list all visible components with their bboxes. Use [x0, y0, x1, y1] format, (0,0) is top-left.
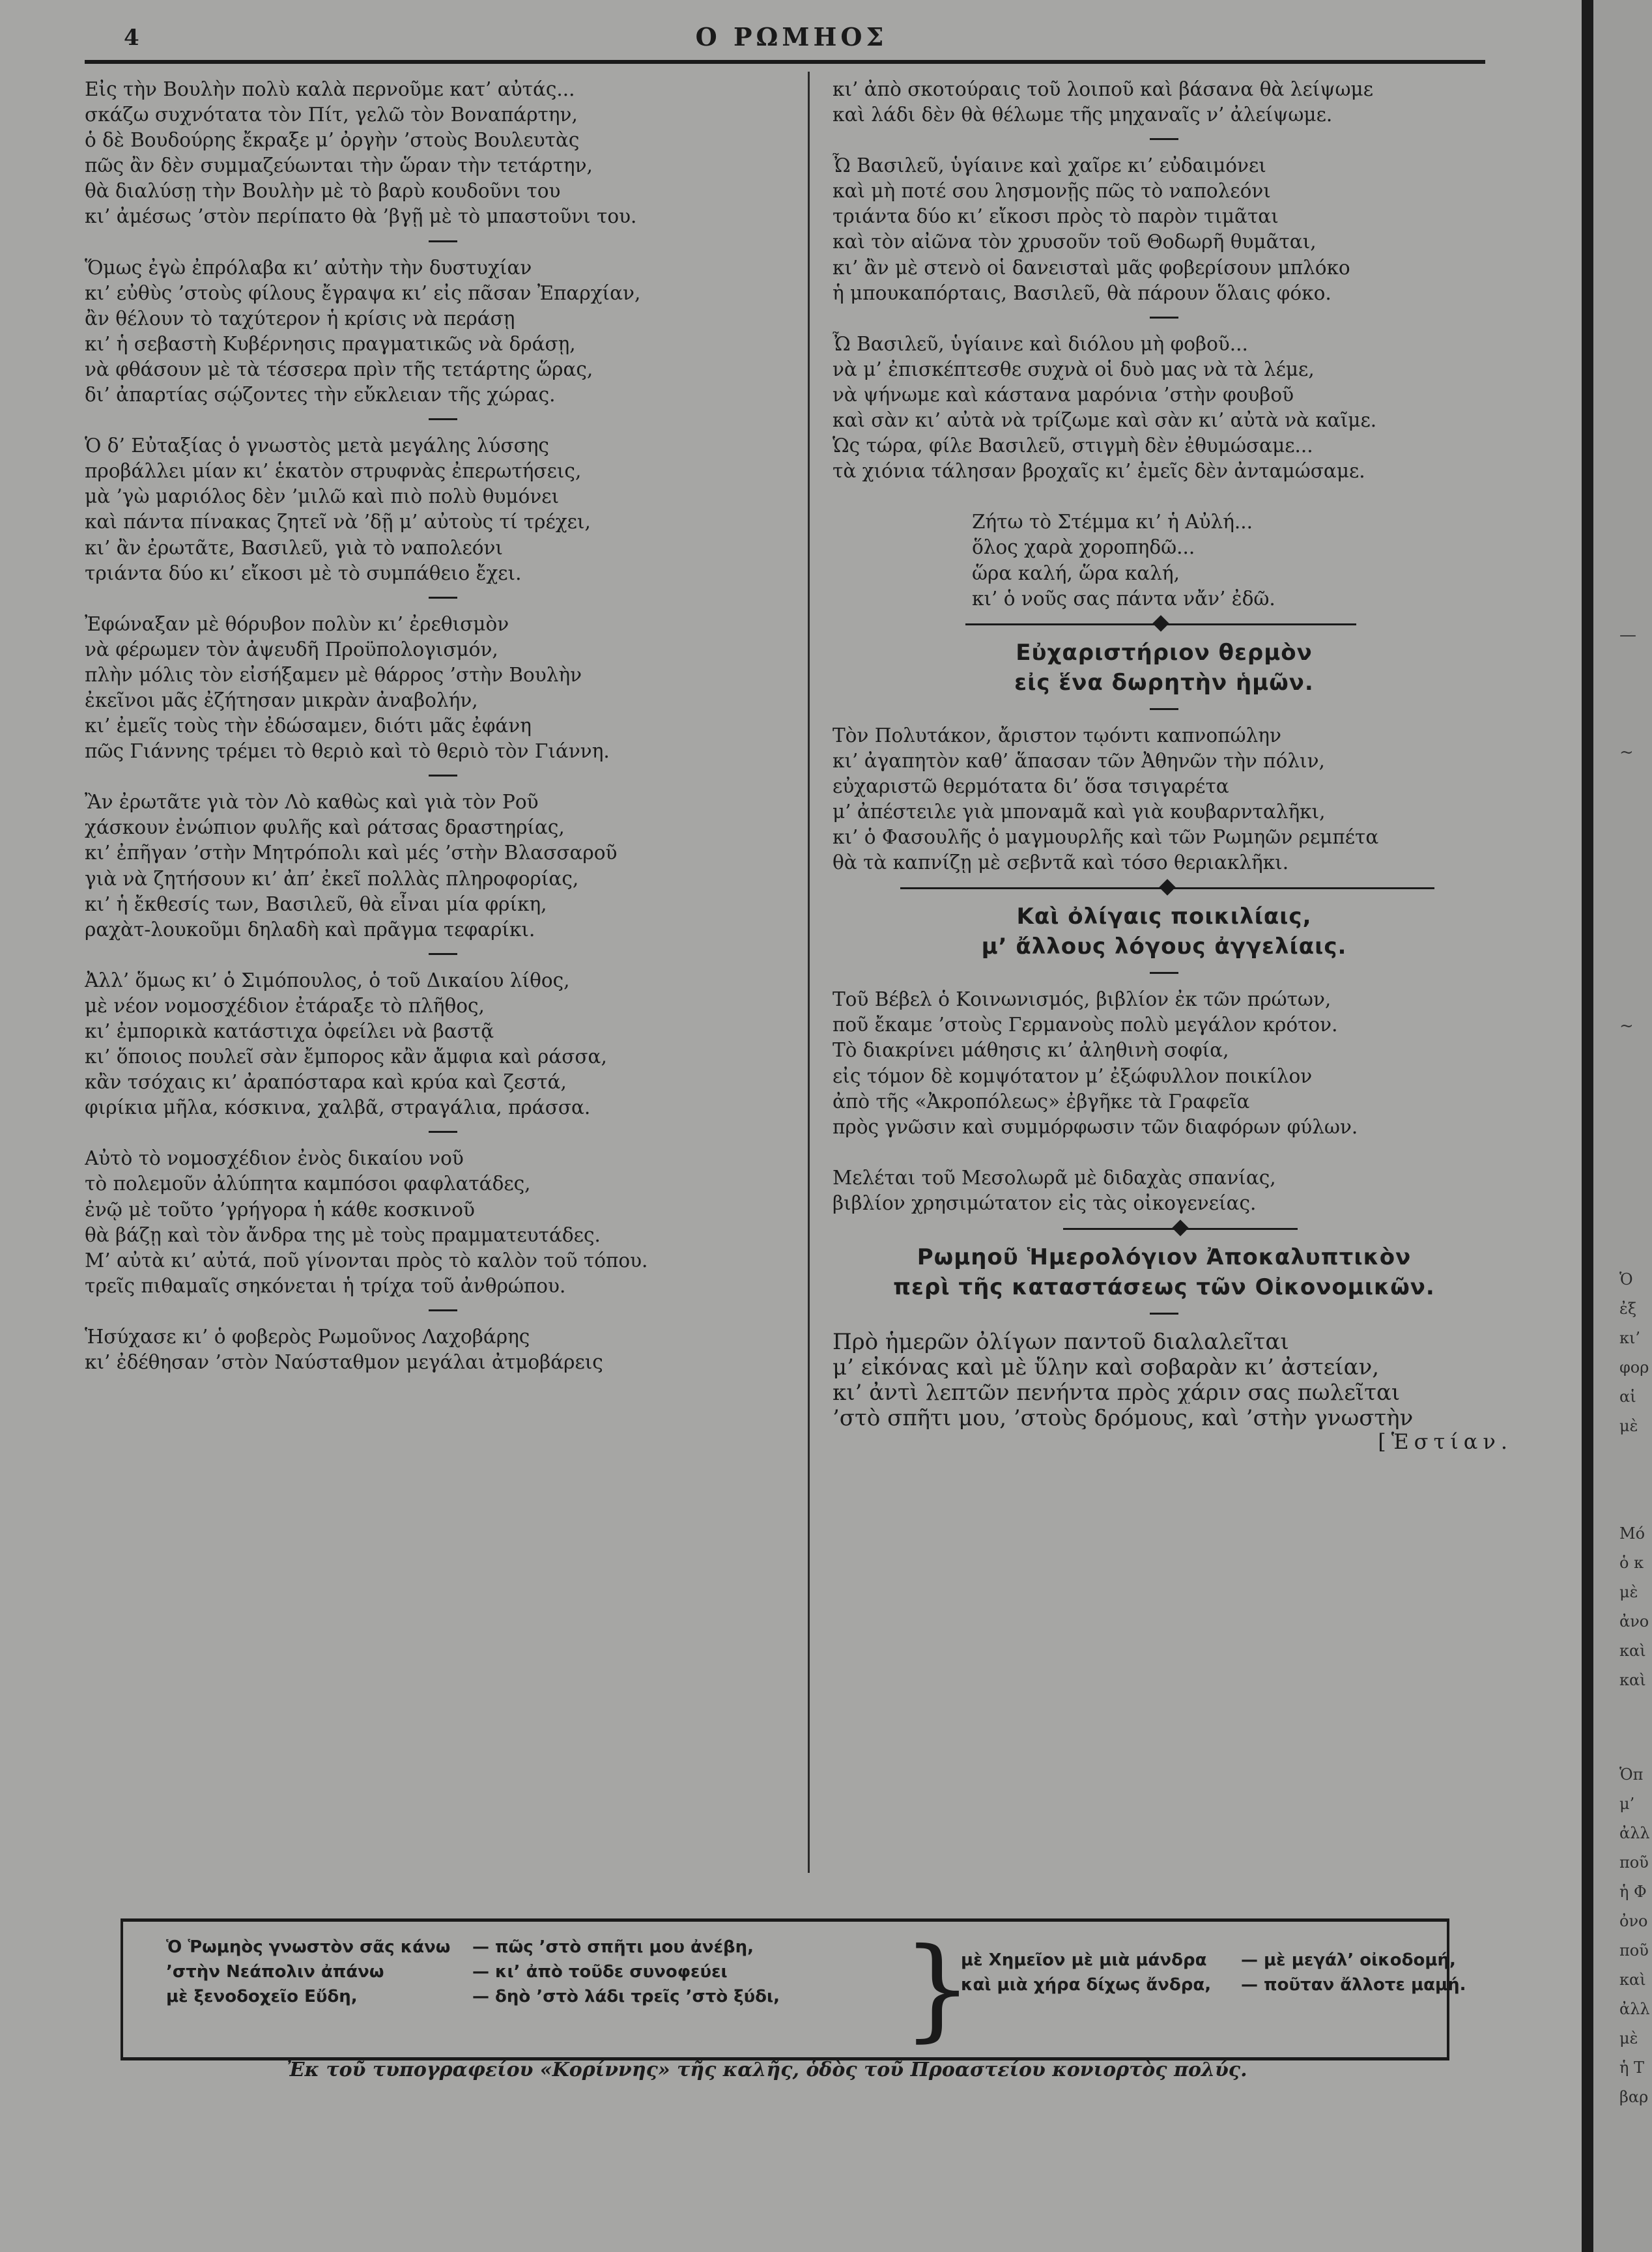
verse-line: κι’ ἀγαπητὸν καθ’ ἅπασαν τῶν Ἀθηνῶν τὴν πόλιν,	[833, 749, 1325, 772]
margin-mark: —	[1619, 625, 1636, 645]
page-header	[85, 20, 1498, 59]
stanza-separator	[1150, 317, 1178, 319]
verse-line: τὰ χιόνια τάλησαν βροχαῖς κι’ ἐμεῖς δὲν ἀνταμώσαμε.	[833, 460, 1365, 483]
verse-line: ἂν θέλουν τὸ ταχύτερον ἡ κρίσις νὰ περάσῃ	[85, 307, 515, 330]
ad-middle-verse	[472, 1935, 780, 2009]
fragment-text: ἀλλ	[1619, 2000, 1650, 2018]
ad-right-verse	[961, 1948, 1211, 1997]
ad-brace-ornament: }	[902, 1924, 973, 2053]
ad-line: — πῶς ’στὸ σπῆτι μου ἀνέβη,	[472, 1937, 754, 1957]
stanza-separator	[429, 775, 457, 777]
adjacent-page-fragment	[1593, 0, 1652, 2252]
verse-line: Ὦ Βασιλεῦ, ὑγίαινε καὶ χαῖρε κι’ εὐδαιμόνει	[833, 154, 1266, 177]
stanza	[85, 433, 801, 586]
header-rule	[85, 60, 1485, 64]
verse-line: τριάντα δύο κι’ εἴκοσι μὲ τὸ συμπάθειο ἔχει.	[85, 562, 522, 584]
verse-line: κι’ εὐθὺς ’στοὺς φίλους ἔγραψα κι’ εἰς πᾶσαν Ἐπαρχίαν,	[85, 281, 641, 304]
verse-line: ἐνῷ μὲ τοῦτο ’γρήγορα ἡ κάθε κοσκινοῦ	[85, 1198, 475, 1221]
fragment-text: καὶ	[1619, 1642, 1646, 1660]
verse-line: σκάζω συχνότατα τὸν Πίτ, γελῶ τὸν Βοναπάρτην,	[85, 104, 578, 126]
verse-line: κι’ ἀμέσως ’στὸν περίπατο θὰ ’βγῇ μὲ τὸ μπαστοῦνι του.	[85, 205, 637, 228]
verse-line: καὶ τὸν αἰῶνα τὸν χρυσοῦν τοῦ Θοδωρῆ θυμᾶται,	[833, 231, 1317, 253]
verse-line: κι’ ὁ νοῦς σας πάντα νἄν’ ἐδῶ.	[972, 587, 1275, 610]
verse-line: τριάντα δύο κι’ εἴκοσι πρὸς τὸ παρὸν τιμᾶται	[833, 205, 1279, 228]
verse-line: κι’ ἂν ἐρωτᾶτε, Βασιλεῦ, γιὰ τὸ ναπολεόνι	[85, 536, 503, 559]
page-number: 4	[124, 25, 139, 51]
ad-line: — ποῦταν ἄλλοτε μαμή.	[1241, 1975, 1466, 1995]
verse-line: κι’ ἂν μὲ στενὸ οἱ δανεισταὶ μᾶς φοβερίσουν μπλόκο	[833, 256, 1350, 279]
spacer	[816, 1140, 1513, 1165]
verse-line: νὰ μ’ ἐπισκέπτεσθε συχνὰ οἱ δυὸ μας νὰ τὰ λέμε,	[833, 358, 1315, 380]
verse-line: μὰ ’γὼ μαριόλος δὲν ’μιλῶ καὶ πιὸ πολὺ θυμόνει	[85, 485, 560, 508]
fragment-text: καὶ	[1619, 1971, 1646, 1989]
verse-line: καὶ σὰν κι’ αὐτὰ νὰ τρίζωμε καὶ σὰν κι’ αὐτὰ νὰ καῖμε.	[833, 409, 1377, 432]
verse-line: ἡ μπουκαπόρταις, Βασιλεῦ, θὰ πάρουν ὅλαις φόκο.	[833, 281, 1332, 304]
verse-line: θὰ διαλύσῃ τὴν Βουλὴν μὲ τὸ βαρὺ κουδοῦνι του	[85, 180, 561, 203]
verse-line: Εἰς τὴν Βουλὴν πολὺ καλὰ περνοῦμε κατ’ αὐτάς...	[85, 78, 575, 100]
fragment-text: ἐξ	[1619, 1300, 1637, 1318]
verse-line: γιὰ νὰ ζητήσουν κι’ ἀπ’ ἐκεῖ πολλὰς πληροφορίας,	[85, 867, 579, 890]
fragment-text: Ὁ	[1619, 1270, 1633, 1289]
ornamental-rule	[816, 876, 1513, 902]
page-gutter	[1582, 0, 1593, 2252]
verse-line: Ὦ Βασιλεῦ, ὑγίαινε καὶ διόλου μὴ φοβοῦ...	[833, 332, 1248, 355]
fragment-text: ἡ Φ	[1619, 1883, 1647, 1901]
stanza	[85, 77, 801, 230]
stanza-separator	[429, 1309, 457, 1311]
verse-line: τὸ πολεμοῦν ἀλύπητα καμπόσοι φαφλατάδες,	[85, 1173, 531, 1195]
verse-line: εἰς τόμον δὲ κομψότατον μ’ ἐξώφυλλον ποικίλον	[833, 1064, 1313, 1087]
footer-advertisement	[121, 1918, 1466, 2060]
rule-ornament	[1172, 1219, 1188, 1236]
fragment-text: ποῦ	[1619, 1941, 1649, 1960]
stanza	[85, 255, 801, 408]
stanza-separator	[429, 1131, 457, 1133]
fragment-text: φορ	[1619, 1358, 1649, 1376]
verse-line: ὅλος χαρὰ χοροπηδῶ...	[972, 536, 1195, 559]
fragment-text: ὁ κ	[1619, 1554, 1644, 1572]
verse-line: κἂν τσόχαις κι’ ἀραπόσταρα καὶ κρύα καὶ ζεστά,	[85, 1071, 567, 1094]
fragment-text: Μό	[1619, 1524, 1645, 1543]
fragment-text: ποῦ	[1619, 1853, 1649, 1872]
fragment-text: αἱ	[1619, 1388, 1636, 1406]
margin-mark: ~	[1619, 743, 1634, 762]
verse-line: εὐχαριστῶ θερμότατα δι’ ὅσα τσιγαρέτα	[833, 775, 1229, 797]
rule-ornament	[1159, 879, 1175, 896]
verse-line: προβάλλει μίαν κι’ ἑκατὸν στρυφνὰς ἐπερωτήσεις,	[85, 460, 582, 483]
verse-line: ἐκεῖνοι μᾶς ἐζήτησαν μικρὰν ἀναβολήν,	[85, 689, 478, 711]
verse-line: κι’ ἀπὸ σκοτούραις τοῦ λοιποῦ καὶ βάσανα θὰ λείψωμε	[833, 78, 1373, 100]
verse-line: Ὡς τώρα, φίλε Βασιλεῦ, στιγμὴ δὲν ἐθυμώσαμε...	[833, 435, 1313, 457]
verse-line: θὰ βάζῃ καὶ τὸν ἄνδρα της μὲ τοὺς πραμματευτάδες.	[85, 1223, 601, 1246]
verse-line: Τὸ διακρίνει μάθησις κι’ ἀληθινὴ σοφία,	[833, 1039, 1229, 1062]
printer-imprint: Ἐκ τοῦ τυπογραφείου «Κορίννης» τῆς καλῆς, ὁδὸς τοῦ Προαστείου κονιορτὸς πολύς.	[287, 2059, 1247, 2081]
verse-line: ὁ δὲ Βουδούρης ἔκραξε μ’ ὀργὴν ’στοὺς Βουλευτὰς	[85, 129, 580, 152]
verse-line: καὶ λάδι δὲν θὰ θέλωμε τῆς μηχαναῖς ν’ ἀλείψωμε.	[833, 104, 1333, 126]
stanza	[85, 790, 801, 943]
verse-line: κι’ ἐμπορικὰ κατάστιχα ὀφείλει νὰ βαστᾷ	[85, 1020, 494, 1042]
fragment-text: βαρ	[1619, 2088, 1649, 2106]
section-title: Καὶ ὀλίγαις ποικιλίαις,	[1016, 904, 1312, 930]
column-divider	[808, 72, 810, 1873]
stanza	[85, 612, 801, 765]
left-column	[85, 77, 801, 1375]
ad-line: — δηὸ ’στὸ λάδι τρεῖς ’στὸ ξύδι,	[472, 1987, 780, 2006]
section-title: Ρωμηοῦ Ἡμερολόγιον Ἀποκαλυπτικὸν	[917, 1244, 1412, 1270]
spacer	[816, 484, 1513, 509]
ad-line: καὶ μιὰ χήρα δίχως ἄνδρα,	[961, 1975, 1212, 1995]
ornamental-rule	[816, 1216, 1513, 1242]
fragment-text: μὲ	[1619, 1417, 1638, 1435]
verse-line: μὲ νέον νομοσχέδιον ἐτάραξε τὸ πλῆθος,	[85, 994, 485, 1017]
verse-line: κι’ ἡ ἔκθεσίς των, Βασιλεῦ, θὰ εἶναι μία φρίκη,	[85, 892, 547, 915]
verse-line: νὰ φθάσουν μὲ τὰ τέσσερα πρὶν τῆς τετάρτης ὥρας,	[85, 358, 593, 380]
verse-line: πῶς ἂν δὲν συμμαζεύωνται τὴν ὥραν τὴν τετάρτην,	[85, 154, 593, 177]
rule-ornament	[1152, 615, 1169, 631]
verse-line: κι’ ἡ σεβαστὴ Κυβέρνησις πραγματικῶς νὰ δράσῃ,	[85, 332, 576, 355]
verse-line: Ἐφώναξαν μὲ θόρυβον πολὺν κι’ ἐρεθισμὸν	[85, 612, 509, 635]
verse-line: κι’ ἐπῆγαν ’στὴν Μητρόπολι καὶ μές ’στὴν Βλασσαροῦ	[85, 842, 618, 864]
stanza-separator	[429, 240, 457, 242]
fragment-text: Ὁπ	[1619, 1765, 1644, 1784]
verse-line: χάσκουν ἐνώπιον φυλῆς καὶ ράτσας δραστηρίας,	[85, 816, 565, 839]
ad-right-rhymes	[1241, 1948, 1466, 1997]
stanza-separator	[1150, 1313, 1178, 1315]
fragment-text: ἡ Τ	[1619, 2059, 1645, 2077]
ad-left-verse	[166, 1935, 450, 2009]
verse-line: κι’ ὁ Φασουλῆς ὁ μαγμουρλῆς καὶ τῶν Ρωμηῶν ρεμπέτα	[833, 826, 1379, 849]
stanza-separator	[1150, 708, 1178, 710]
verse-line: Αὐτὸ τὸ νομοσχέδιον ἐνὸς δικαίου νοῦ	[85, 1147, 464, 1170]
verse-line: κι’ ἐμεῖς τοὺς τὴν ἐδώσαμεν, διότι μᾶς ἐφάνη	[85, 715, 532, 737]
verse-line: βιβλίον χρησιμώτατον εἰς τὰς οἰκογενείας.	[833, 1191, 1257, 1214]
verse-line: κι’ ὅποιος πουλεῖ σὰν ἔμπορος κἂν ἄμφια καὶ ράσσα,	[85, 1046, 607, 1068]
ad-line: Ὁ Ῥωμηὸς γνωστὸν σᾶς κάνω	[166, 1937, 451, 1957]
verse-line: Μελέται τοῦ Μεσολωρᾶ μὲ διδαχὰς σπανίας,	[833, 1166, 1276, 1189]
verse-line: Ἡσύχασε κι’ ὁ φοβερὸς Ρωμοῦνος Λαχοβάρης	[85, 1325, 530, 1348]
fragment-text: ὀνο	[1619, 1912, 1648, 1930]
ad-line: μὲ Χημεῖον μὲ μιὰ μάνδρα	[961, 1950, 1207, 1970]
ornamental-rule	[816, 612, 1513, 638]
verse-line: Ὅμως ἐγὼ ἐπρόλαβα κι’ αὐτὴν τὴν δυστυχίαν	[85, 256, 532, 279]
masthead-title: Ο ΡΩΜΗΟΣ	[695, 22, 888, 51]
verse-line: Τοῦ Βέβελ ὁ Κοινωνισμός, βιβλίον ἐκ τῶν πρώτων,	[833, 988, 1332, 1011]
verse-line: νὰ φέρωμεν τὸν ἀψευδῆ Προϋπολογισμόν,	[85, 638, 498, 661]
section-title: Εὐχαριστήριον θερμὸν	[1016, 639, 1313, 666]
verse-line: ποῦ ἔκαμε ’στοὺς Γερμανοὺς πολὺ μεγάλον κρότον.	[833, 1014, 1338, 1036]
verse-line: νὰ ψήνωμε καὶ κάστανα μαρόνια ’στὴν φουβοῦ	[833, 383, 1294, 406]
stanza	[85, 1146, 801, 1299]
stanza-separator	[429, 953, 457, 955]
section-title: εἰς ἕνα δωρητὴν ἡμῶν.	[1014, 669, 1314, 696]
stanza	[85, 1324, 801, 1375]
verse-line: φιρίκια μῆλα, κόσκινα, χαλβᾶ, στραγάλια, πράσσα.	[85, 1096, 591, 1119]
verse-line: ραχὰτ-λουκοῦμι δηλαδὴ καὶ πρᾶγμα τεφαρίκι.	[85, 918, 535, 941]
right-column	[816, 77, 1513, 1455]
verse-line: πρὸς γνῶσιν καὶ συμμόρφωσιν τῶν διαφόρων φύλων.	[833, 1115, 1358, 1138]
verse-line: ἀπὸ τῆς «Ἀκροπόλεως» ἐβγῆκε τὰ Γραφεῖα	[833, 1090, 1250, 1113]
ad-line: — κι’ ἀπὸ τοῦδε συνοφεύει	[472, 1962, 728, 1982]
verse-line: Ὁ δ’ Εὐταξίας ὁ γνωστὸς μετὰ μεγάλης λύσσης	[85, 435, 549, 457]
verse-line: ’στὸ σπῆτι μου, ’στοὺς δρόμους, καὶ ’στὴν γνωστὴν	[833, 1405, 1414, 1430]
verse-line: κι’ ἀντὶ λεπτῶν πενήντα πρὸς χάριν σας πωλεῖται	[833, 1380, 1401, 1404]
section-title: μ’ ἄλλους λόγους ἀγγελίαις.	[981, 934, 1347, 960]
verse-line: Ζήτω τὸ Στέμμα κι’ ἡ Αὐλή...	[972, 511, 1253, 534]
stanza-separator	[1150, 972, 1178, 974]
verse-line: μ’ ἀπέστειλε γιὰ μποναμᾶ καὶ γιὰ κουβαρνταλῆκι,	[833, 800, 1326, 823]
footer-left-border	[121, 1922, 123, 2057]
verse-line: πλὴν μόλις τὸν εἰσήξαμεν μὲ θάρρος ’στὴν Βουλὴν	[85, 663, 582, 686]
verse-line: Μ’ αὐτὰ κι’ αὐτά, ποῦ γίνονται πρὸς τὸ καλὸν τοῦ τόπου.	[85, 1249, 648, 1272]
section-title: περὶ τῆς καταστάσεως τῶν Οἰκονομικῶν.	[893, 1274, 1435, 1300]
verse-line: Τὸν Πολυτάκον, ἄριστον τῳόντι καπνοπώλην	[833, 724, 1281, 747]
verse-line: Πρὸ ἡμερῶν ὀλίγων παντοῦ διαλαλεῖται	[833, 1329, 1289, 1354]
verse-line: ὥρα καλή, ὥρα καλή,	[972, 562, 1180, 584]
ad-line: μὲ ξενοδοχεῖο Εὔδη,	[166, 1987, 358, 2006]
verse-line: μ’ εἰκόνας καὶ μὲ ὕλην καὶ σοβαρὰν κι’ ἀστείαν,	[833, 1354, 1380, 1379]
margin-mark: ~	[1619, 1016, 1634, 1036]
fragment-text: μ’	[1619, 1795, 1635, 1813]
verse-line: δι’ ἀπαρτίας σῴζοντες τὴν εὔκλειαν τῆς χώρας.	[85, 384, 556, 406]
fragment-text: ἀνο	[1619, 1612, 1649, 1631]
fragment-text: μὲ	[1619, 1583, 1638, 1601]
stanza-separator	[429, 597, 457, 599]
stanza-separator	[1150, 138, 1178, 140]
ad-line: ’στὴν Νεάπολιν ἀπάνω	[166, 1962, 384, 1982]
verse-line: καὶ μὴ ποτέ σου λησμονῇς πῶς τὸ ναπολεόνι	[833, 180, 1271, 203]
verse-line: κι’ ἐδέθησαν ’στὸν Ναύσταθμον μεγάλαι ἀτμοβάρεις	[85, 1351, 603, 1374]
verse-line: Ἂν ἐρωτᾶτε γιὰ τὸν Λὸ καθὼς καὶ γιὰ τὸν Ροῦ	[85, 791, 539, 814]
fragment-text: καὶ	[1619, 1671, 1646, 1689]
verse-line: πῶς Γιάννης τρέμει τὸ θεριὸ καὶ τὸ θεριὸ τὸν Γιάννη.	[85, 740, 610, 763]
verse-line: Ἀλλ’ ὅμως κι’ ὁ Σιμόπουλος, ὁ τοῦ Δικαίου λίθος,	[85, 969, 570, 991]
stanza-separator	[429, 418, 457, 420]
verse-line: τρεῖς πιθαμαῖς σηκόνεται ἡ τρίχα τοῦ ἀνθρώπου.	[85, 1274, 566, 1297]
signature: [Ἑστίαν.	[1378, 1429, 1513, 1455]
stanza	[85, 968, 801, 1121]
fragment-text: κι’	[1619, 1329, 1641, 1347]
ad-line: — μὲ μεγάλ’ οἰκοδομή,	[1241, 1950, 1456, 1970]
verse-line: καὶ πάντα πίνακας ζητεῖ νὰ ’δῇ μ’ αὐτοὺς τί τρέχει,	[85, 511, 591, 534]
fragment-text: μὲ	[1619, 2029, 1638, 2047]
verse-line: θὰ τὰ καπνίζῃ μὲ σεβντᾶ καὶ τόσο θεριακλῆκι.	[833, 851, 1289, 874]
fragment-text: ἀλλ	[1619, 1824, 1650, 1842]
